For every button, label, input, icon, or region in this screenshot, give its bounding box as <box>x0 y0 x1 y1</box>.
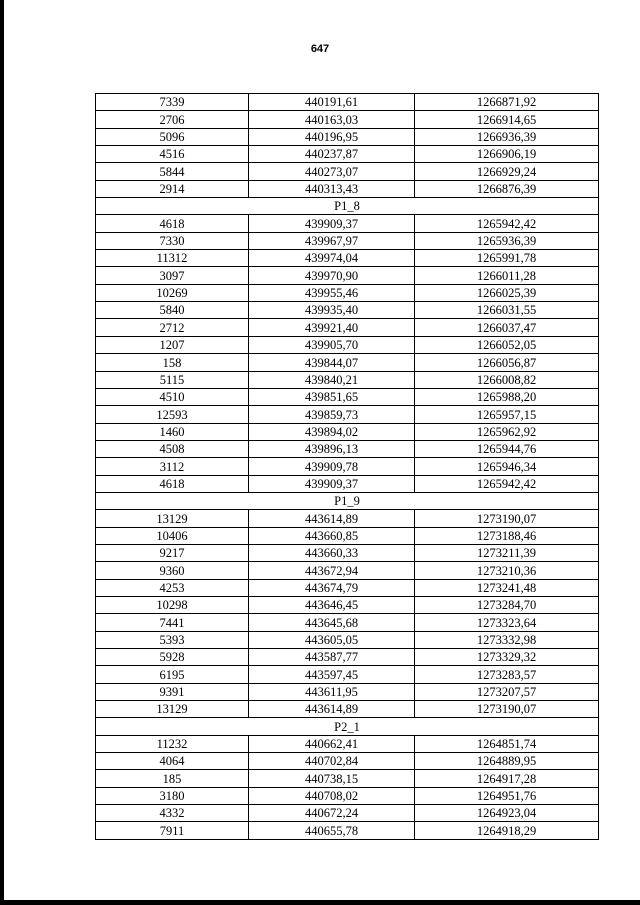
y-coordinate-cell: 1265942,42 <box>415 215 599 232</box>
y-coordinate-cell: 1266037,47 <box>415 319 599 336</box>
y-coordinate-cell: 1273323,64 <box>415 614 599 631</box>
table-row <box>96 683 599 700</box>
x-coordinate-cell: 440191,61 <box>249 94 415 111</box>
table-row <box>96 666 599 683</box>
x-coordinate-cell: 439935,40 <box>249 302 415 319</box>
table-row <box>96 146 599 163</box>
y-coordinate-cell: 1264917,28 <box>415 770 599 787</box>
table-row <box>96 614 599 631</box>
x-coordinate-cell: 443674,79 <box>249 579 415 596</box>
table-row <box>96 250 599 267</box>
point-number-cell: 2712 <box>96 319 249 336</box>
x-coordinate-cell: 439974,04 <box>249 250 415 267</box>
point-number-cell: 4618 <box>96 215 249 232</box>
table-row <box>96 822 599 839</box>
table-row <box>96 128 599 145</box>
table-row <box>96 284 599 301</box>
table-row <box>96 510 599 527</box>
y-coordinate-cell: 1273207,57 <box>415 683 599 700</box>
y-coordinate-cell: 1265936,39 <box>415 232 599 249</box>
x-coordinate-cell: 443605,05 <box>249 631 415 648</box>
x-coordinate-cell: 443597,45 <box>249 666 415 683</box>
table-row <box>96 388 599 405</box>
table-row <box>96 579 599 596</box>
x-coordinate-cell: 440273,07 <box>249 163 415 180</box>
x-coordinate-cell: 439921,40 <box>249 319 415 336</box>
x-coordinate-cell: 439955,46 <box>249 284 415 301</box>
x-coordinate-cell: 439905,70 <box>249 336 415 353</box>
x-coordinate-cell: 443587,77 <box>249 649 415 666</box>
table-row <box>96 302 599 319</box>
point-number-cell: 7330 <box>96 232 249 249</box>
table-row <box>96 336 599 353</box>
table-row <box>96 562 599 579</box>
y-coordinate-cell: 1264951,76 <box>415 787 599 804</box>
table-row <box>96 319 599 336</box>
table-row <box>96 423 599 440</box>
y-coordinate-cell: 1273190,07 <box>415 701 599 718</box>
point-number-cell: 9391 <box>96 683 249 700</box>
point-number-cell: 12593 <box>96 406 249 423</box>
table-row <box>96 458 599 475</box>
x-coordinate-cell: 443660,33 <box>249 544 415 561</box>
table-row <box>96 111 599 128</box>
point-number-cell: 4510 <box>96 388 249 405</box>
x-coordinate-cell: 440655,78 <box>249 822 415 839</box>
y-coordinate-cell: 1266914,65 <box>415 111 599 128</box>
point-number-cell: 13129 <box>96 701 249 718</box>
x-coordinate-cell: 443660,85 <box>249 527 415 544</box>
scan-left-edge <box>0 0 4 905</box>
x-coordinate-cell: 443672,94 <box>249 562 415 579</box>
table-row <box>96 701 599 718</box>
y-coordinate-cell: 1265944,76 <box>415 440 599 457</box>
point-number-cell: 9217 <box>96 544 249 561</box>
x-coordinate-cell: 440313,43 <box>249 180 415 197</box>
point-number-cell: 4332 <box>96 805 249 822</box>
section-header-row <box>96 492 599 509</box>
table-row <box>96 440 599 457</box>
y-coordinate-cell: 1273241,48 <box>415 579 599 596</box>
page-number: 647 <box>310 43 330 55</box>
table-row <box>96 805 599 822</box>
table-row <box>96 787 599 804</box>
x-coordinate-cell: 439851,65 <box>249 388 415 405</box>
point-number-cell: 158 <box>96 354 249 371</box>
y-coordinate-cell: 1265946,34 <box>415 458 599 475</box>
y-coordinate-cell: 1266871,92 <box>415 94 599 111</box>
y-coordinate-cell: 1265942,42 <box>415 475 599 492</box>
coordinates-table-body <box>96 94 599 840</box>
scan-bottom-edge <box>0 900 640 905</box>
table-row <box>96 267 599 284</box>
point-number-cell: 4508 <box>96 440 249 457</box>
y-coordinate-cell: 1265962,92 <box>415 423 599 440</box>
table-row <box>96 371 599 388</box>
y-coordinate-cell: 1264889,95 <box>415 753 599 770</box>
y-coordinate-cell: 1264918,29 <box>415 822 599 839</box>
point-number-cell: 3097 <box>96 267 249 284</box>
y-coordinate-cell: 1273332,98 <box>415 631 599 648</box>
x-coordinate-cell: 440662,41 <box>249 735 415 752</box>
table-row <box>96 527 599 544</box>
x-coordinate-cell: 443646,45 <box>249 596 415 613</box>
y-coordinate-cell: 1273329,32 <box>415 649 599 666</box>
x-coordinate-cell: 440163,03 <box>249 111 415 128</box>
y-coordinate-cell: 1266052,05 <box>415 336 599 353</box>
y-coordinate-cell: 1273210,36 <box>415 562 599 579</box>
y-coordinate-cell: 1266056,87 <box>415 354 599 371</box>
point-number-cell: 5844 <box>96 163 249 180</box>
y-coordinate-cell: 1265957,15 <box>415 406 599 423</box>
point-number-cell: 2914 <box>96 180 249 197</box>
table-row <box>96 753 599 770</box>
point-number-cell: 7339 <box>96 94 249 111</box>
x-coordinate-cell: 439909,37 <box>249 215 415 232</box>
x-coordinate-cell: 440672,24 <box>249 805 415 822</box>
x-coordinate-cell: 439840,21 <box>249 371 415 388</box>
table-row <box>96 94 599 111</box>
x-coordinate-cell: 439894,02 <box>249 423 415 440</box>
point-number-cell: 11232 <box>96 735 249 752</box>
point-number-cell: 185 <box>96 770 249 787</box>
x-coordinate-cell: 439844,07 <box>249 354 415 371</box>
x-coordinate-cell: 440708,02 <box>249 787 415 804</box>
y-coordinate-cell: 1273284,70 <box>415 596 599 613</box>
point-number-cell: 9360 <box>96 562 249 579</box>
x-coordinate-cell: 439909,37 <box>249 475 415 492</box>
y-coordinate-cell: 1264923,04 <box>415 805 599 822</box>
point-number-cell: 5096 <box>96 128 249 145</box>
y-coordinate-cell: 1266906,19 <box>415 146 599 163</box>
x-coordinate-cell: 439970,90 <box>249 267 415 284</box>
table-row <box>96 596 599 613</box>
point-number-cell: 2706 <box>96 111 249 128</box>
table-row <box>96 770 599 787</box>
table-row <box>96 544 599 561</box>
y-coordinate-cell: 1273190,07 <box>415 510 599 527</box>
x-coordinate-cell: 439909,78 <box>249 458 415 475</box>
point-number-cell: 4516 <box>96 146 249 163</box>
section-header-row <box>96 718 599 735</box>
point-number-cell: 5840 <box>96 302 249 319</box>
x-coordinate-cell: 439967,97 <box>249 232 415 249</box>
x-coordinate-cell: 439859,73 <box>249 406 415 423</box>
table-row <box>96 180 599 197</box>
y-coordinate-cell: 1273188,46 <box>415 527 599 544</box>
point-number-cell: 11312 <box>96 250 249 267</box>
x-coordinate-cell: 443645,68 <box>249 614 415 631</box>
point-number-cell: 3180 <box>96 787 249 804</box>
table-row <box>96 475 599 492</box>
x-coordinate-cell: 443614,89 <box>249 510 415 527</box>
point-number-cell: 3112 <box>96 458 249 475</box>
y-coordinate-cell: 1266929,24 <box>415 163 599 180</box>
x-coordinate-cell: 440702,84 <box>249 753 415 770</box>
table-row <box>96 163 599 180</box>
table-row <box>96 406 599 423</box>
point-number-cell: 5928 <box>96 649 249 666</box>
y-coordinate-cell: 1266011,28 <box>415 267 599 284</box>
point-number-cell: 4064 <box>96 753 249 770</box>
point-number-cell: 4618 <box>96 475 249 492</box>
point-number-cell: 5393 <box>96 631 249 648</box>
point-number-cell: 7911 <box>96 822 249 839</box>
x-coordinate-cell: 443614,89 <box>249 701 415 718</box>
x-coordinate-cell: 440738,15 <box>249 770 415 787</box>
y-coordinate-cell: 1273283,57 <box>415 666 599 683</box>
point-number-cell: 4253 <box>96 579 249 596</box>
table-row <box>96 649 599 666</box>
point-number-cell: 13129 <box>96 510 249 527</box>
x-coordinate-cell: 440196,95 <box>249 128 415 145</box>
section-title: P1_8 <box>96 198 599 215</box>
y-coordinate-cell: 1273211,39 <box>415 544 599 561</box>
point-number-cell: 1207 <box>96 336 249 353</box>
table-row <box>96 631 599 648</box>
y-coordinate-cell: 1265988,20 <box>415 388 599 405</box>
y-coordinate-cell: 1266936,39 <box>415 128 599 145</box>
y-coordinate-cell: 1266025,39 <box>415 284 599 301</box>
point-number-cell: 10269 <box>96 284 249 301</box>
table-row <box>96 232 599 249</box>
table-row <box>96 215 599 232</box>
x-coordinate-cell: 439896,13 <box>249 440 415 457</box>
y-coordinate-cell: 1266008,82 <box>415 371 599 388</box>
coordinates-table <box>95 93 599 840</box>
table-row <box>96 354 599 371</box>
section-title: P1_9 <box>96 492 599 509</box>
x-coordinate-cell: 440237,87 <box>249 146 415 163</box>
table-row <box>96 735 599 752</box>
y-coordinate-cell: 1265991,78 <box>415 250 599 267</box>
section-title: P2_1 <box>96 718 599 735</box>
y-coordinate-cell: 1264851,74 <box>415 735 599 752</box>
section-header-row <box>96 198 599 215</box>
y-coordinate-cell: 1266876,39 <box>415 180 599 197</box>
point-number-cell: 5115 <box>96 371 249 388</box>
point-number-cell: 10406 <box>96 527 249 544</box>
y-coordinate-cell: 1266031,55 <box>415 302 599 319</box>
x-coordinate-cell: 443611,95 <box>249 683 415 700</box>
point-number-cell: 6195 <box>96 666 249 683</box>
point-number-cell: 7441 <box>96 614 249 631</box>
point-number-cell: 10298 <box>96 596 249 613</box>
point-number-cell: 1460 <box>96 423 249 440</box>
